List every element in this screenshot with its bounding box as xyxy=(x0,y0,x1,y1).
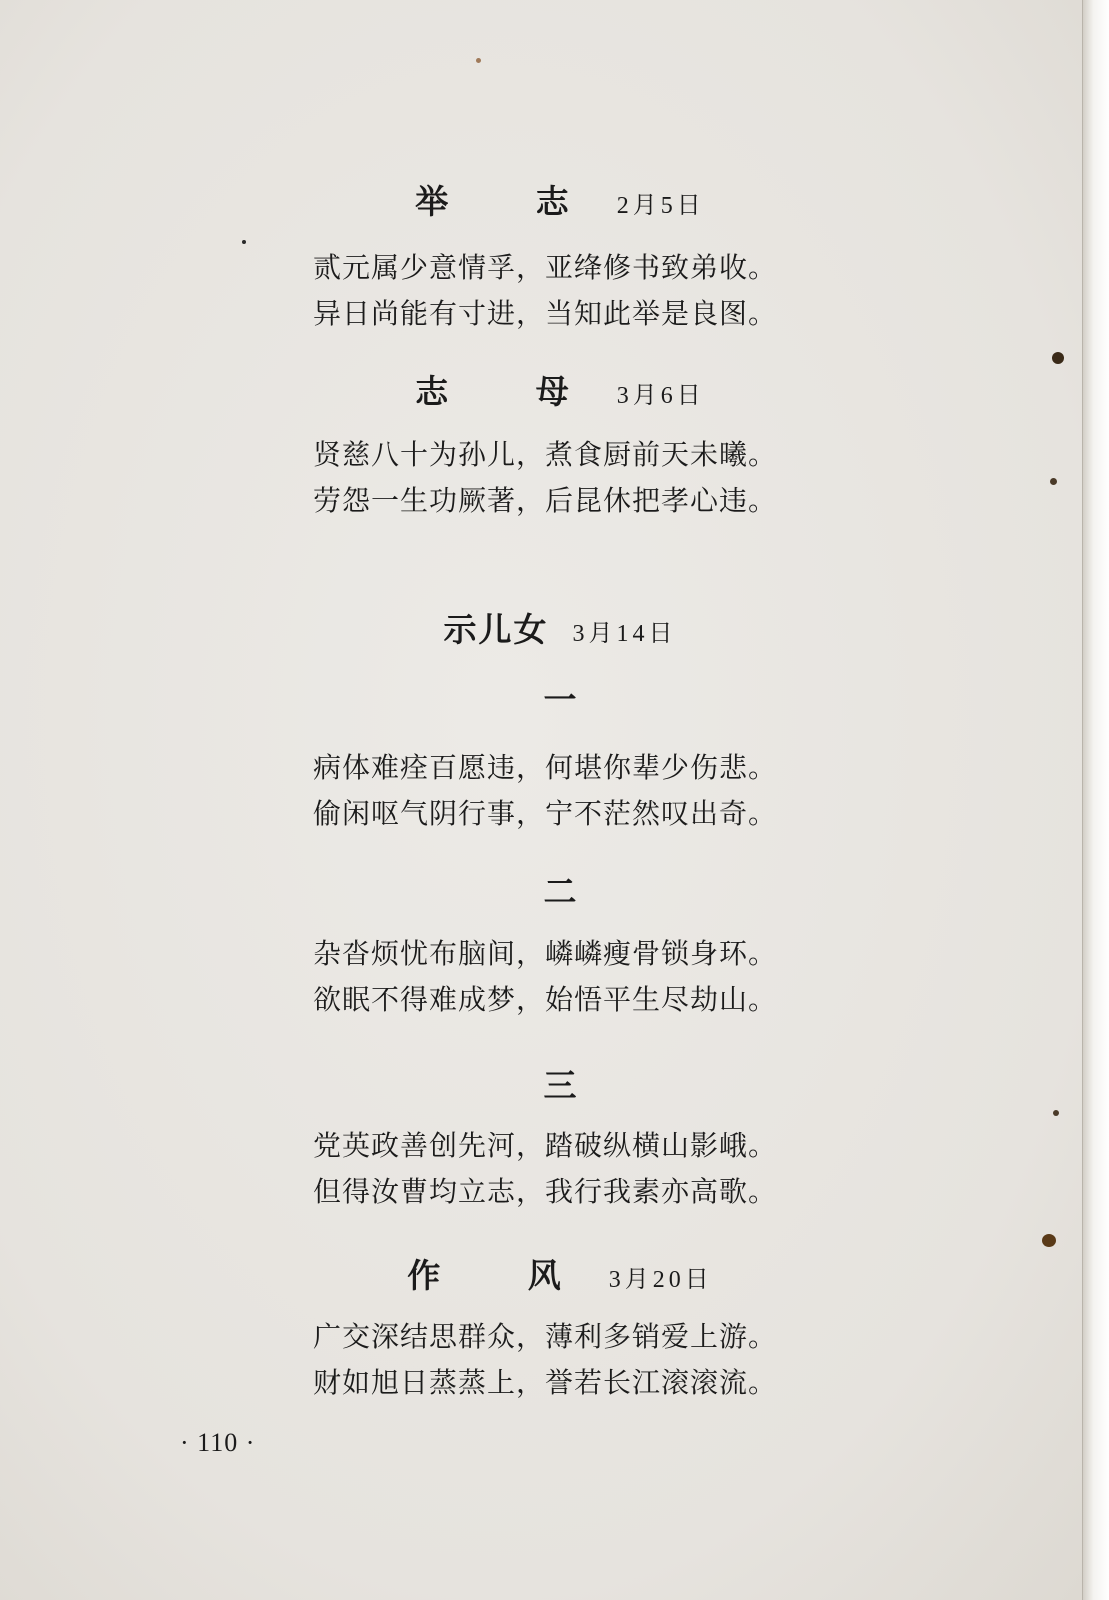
poem-4-title: 作 风 xyxy=(407,1256,599,1295)
poem-2-line-2: 劳怨一生功厥著，后昆休把孝心违。 xyxy=(313,484,778,517)
paper-spot xyxy=(476,58,481,63)
poem-3-part-3-label: 三 xyxy=(543,1066,577,1105)
poem-3-title: 示儿女 xyxy=(443,610,549,649)
poem-1-date: 2月5日 xyxy=(616,193,705,219)
poem-1-title: 举 志 xyxy=(415,182,607,221)
poem-1-line-1: 贰元属少意情孚，亚绛修书致弟收。 xyxy=(313,251,778,284)
poem-3-part-1-line-1: 病体难痊百愿违，何堪你辈少伤悲。 xyxy=(313,751,778,784)
poem-2-line-1: 贤慈八十为孙儿，煮食厨前天未曦。 xyxy=(313,438,778,471)
paper-spot xyxy=(1052,352,1064,364)
poem-2-heading xyxy=(310,366,810,413)
poem-3-heading xyxy=(310,604,810,651)
poem-3-part-3-line-2: 但得汝曹均立志，我行我素亦高歌。 xyxy=(313,1175,778,1208)
poem-1-line-2: 异日尚能有寸进，当知此举是良图。 xyxy=(313,297,778,330)
paper-spot xyxy=(242,240,246,244)
poem-3-part-1-label: 一 xyxy=(543,680,577,719)
poem-4-heading xyxy=(310,1250,810,1297)
paper-spot xyxy=(1042,1234,1056,1247)
poem-3-part-2-line-1: 杂沓烦忧布脑间，嶙嶙瘦骨锁身环。 xyxy=(313,937,778,970)
poem-1-heading xyxy=(310,176,810,223)
poem-3-part-2-line-2: 欲眠不得难成梦，始悟平生尽劫山。 xyxy=(313,983,778,1016)
paper-spot xyxy=(1050,478,1057,485)
paper-spot xyxy=(1053,1110,1059,1116)
poem-4-line-2: 财如旭日蒸蒸上，誉若长江滚滚流。 xyxy=(313,1366,778,1399)
poem-3-part-2-label: 二 xyxy=(543,872,577,911)
poem-2-date: 3月6日 xyxy=(616,383,705,409)
page-number: · 110 · xyxy=(180,1428,256,1457)
poem-3-date: 3月14日 xyxy=(572,621,677,647)
poem-4-date: 3月20日 xyxy=(608,1267,713,1293)
poem-3-part-1-line-2: 偷闲呕气阴行事，宁不茫然叹出奇。 xyxy=(313,797,778,830)
page-edge xyxy=(1082,0,1109,1600)
poem-4-line-1: 广交深结思群众，薄利多销爱上游。 xyxy=(313,1320,778,1353)
poem-2-title: 志 母 xyxy=(415,372,607,411)
poem-3-part-3-line-1: 党英政善创先河，踏破纵横山影峨。 xyxy=(313,1129,778,1162)
